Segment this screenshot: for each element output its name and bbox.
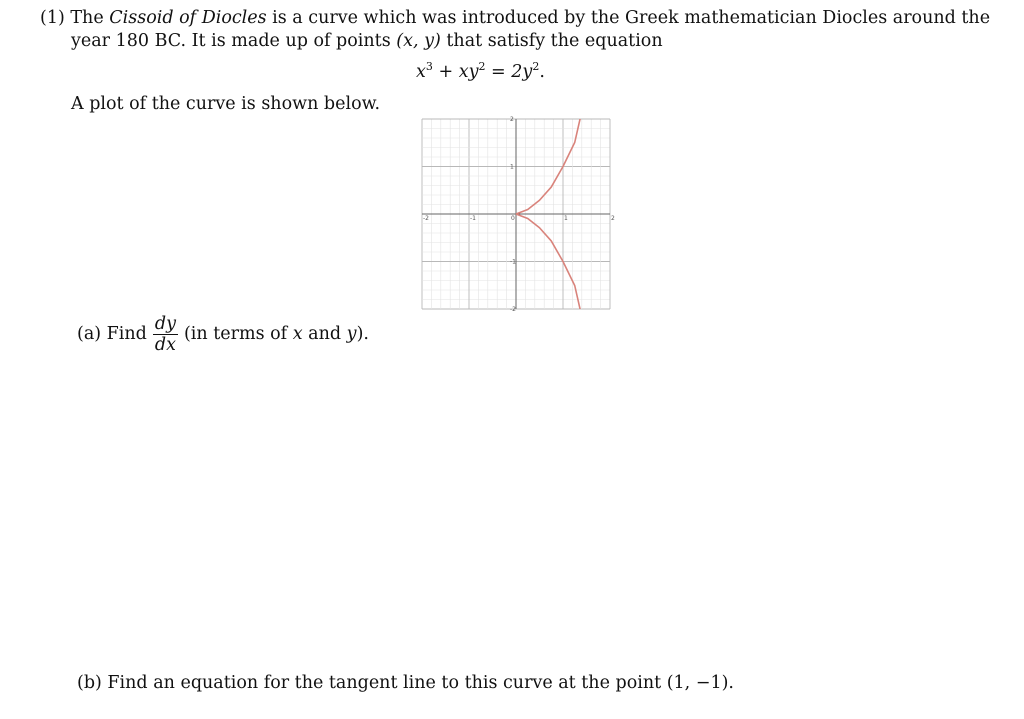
y-tick-label: -2 (510, 306, 516, 313)
part-a-suffix-1: (in terms of (183, 324, 288, 344)
curve-equation (416, 62, 545, 82)
x-tick-label: 0 (511, 215, 515, 222)
eq-exp3: 3 (425, 60, 433, 73)
eq-x: x (416, 62, 426, 82)
frac-numerator: dy (154, 314, 176, 334)
y-tick-label: 1 (510, 163, 514, 171)
cissoid-plot (418, 115, 614, 313)
var-x: x (292, 324, 303, 344)
x-tick-label: 2 (611, 215, 615, 222)
plot-caption: A plot of the curve is shown below. (71, 94, 381, 114)
derivative-fraction (153, 314, 178, 355)
intro-text-post: is a curve which was introduced by the Greek mathematician Diocles around the (272, 8, 991, 28)
problem-intro-line-1 (40, 8, 990, 28)
eq-2y: 2y (511, 62, 533, 82)
y-tick-label: 2 (510, 116, 514, 123)
intro-text-2-post: that satisfy the equation (446, 31, 663, 51)
part-a-and: and (308, 324, 342, 344)
eq-plus: + (438, 62, 454, 82)
curve-name: Cissoid of Diocles (109, 8, 267, 28)
part-b: (b) Find an equation for the tangent line to this curve at the point (1, −1). (77, 673, 734, 693)
problem-intro-line-2 (71, 31, 663, 51)
y-tick-label: -1 (510, 258, 516, 266)
eq-exp2a: 2 (478, 60, 486, 73)
intro-text-2-pre: year 180 BC. It is made up of points (71, 31, 391, 51)
eq-period: . (539, 62, 545, 82)
part-a-label: (a) Find (77, 324, 147, 344)
part-a-suffix-2: ). (356, 324, 369, 344)
x-tick-label: -1 (470, 215, 476, 222)
point-xy: (x, y) (396, 31, 441, 51)
var-y: y (346, 324, 357, 344)
eq-exp2b: 2 (532, 60, 540, 73)
x-tick-label: -2 (423, 215, 429, 222)
x-tick-label: 1 (564, 215, 568, 222)
part-a (77, 314, 369, 355)
intro-text-pre: The (70, 8, 104, 28)
eq-xy: xy (458, 62, 479, 82)
eq-equals: = (491, 62, 506, 82)
problem-number: (1) (40, 8, 65, 28)
lower-branch-line (516, 214, 596, 406)
frac-denominator: dx (154, 335, 176, 355)
